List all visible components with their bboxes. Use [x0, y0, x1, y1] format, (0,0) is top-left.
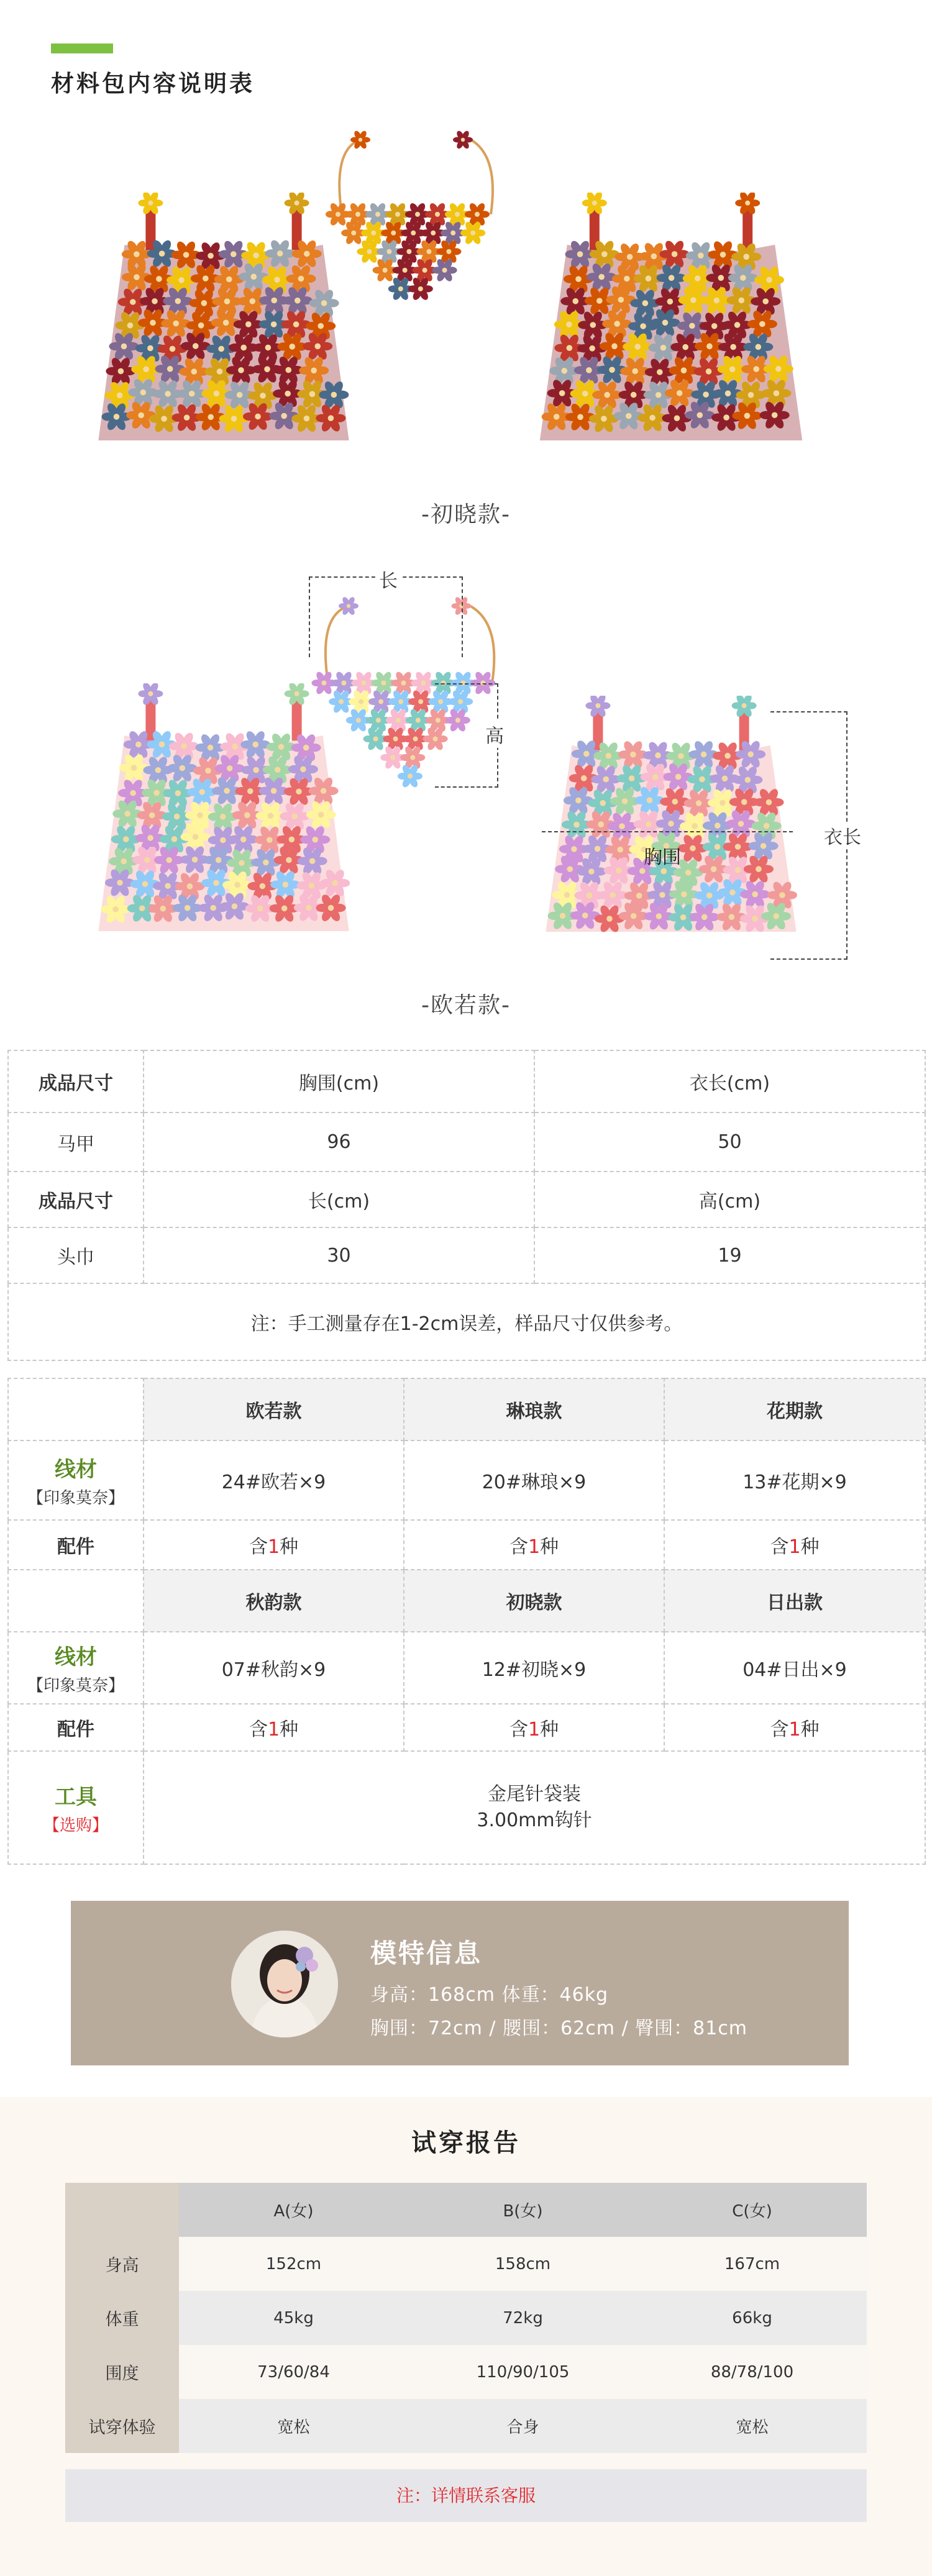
style-name: 花期款	[664, 1378, 925, 1440]
dimension-tick	[462, 576, 463, 657]
table-cell: 50	[534, 1113, 925, 1172]
table-cell: 长(cm)	[144, 1172, 534, 1227]
dimension-tick	[770, 711, 847, 712]
accessory-prefix: 含	[509, 1719, 528, 1741]
report-cell: 152cm	[179, 2237, 408, 2291]
style-name: 秋韵款	[144, 1570, 404, 1632]
accessory-cell	[144, 1704, 404, 1751]
flower-illustration	[541, 696, 802, 944]
accessory-label: 配件	[8, 1704, 144, 1751]
yarn-label-cell	[8, 1440, 144, 1520]
accessory-cell	[404, 1520, 664, 1570]
dimension-tick	[435, 786, 498, 788]
accessory-prefix: 含	[249, 1719, 268, 1741]
product-gallery	[0, 99, 932, 1019]
report-row-label: 围度	[65, 2345, 179, 2399]
table-cell: 衣长(cm)	[534, 1050, 925, 1113]
headscarf-image	[323, 130, 509, 317]
model-avatar	[231, 1931, 338, 2037]
accessory-count: 1	[528, 1536, 541, 1558]
report-cell: 合身	[408, 2399, 637, 2453]
accessory-prefix: 含	[509, 1536, 528, 1558]
report-cell: 88/78/100	[637, 2345, 867, 2399]
table-cell: 30	[144, 1227, 534, 1283]
style-caption: -初晓款-	[421, 502, 511, 527]
model-info-title: 模特信息	[370, 1938, 483, 1968]
accent-bar	[51, 43, 113, 53]
size-table	[7, 1050, 926, 1361]
accessory-suffix: 种	[800, 1719, 820, 1741]
dimension-tick	[309, 576, 310, 657]
table-row-header: 成品尺寸	[8, 1172, 144, 1227]
accessory-count: 1	[788, 1536, 801, 1558]
dimension-tick	[435, 683, 498, 685]
report-footer-note: 注：详情联系客服	[65, 2469, 867, 2522]
yarn-cell: 24#欧若×9	[144, 1440, 404, 1520]
table-cell: 96	[144, 1113, 534, 1172]
report-cell: 167cm	[637, 2237, 867, 2291]
report-cell: 110/90/105	[408, 2345, 637, 2399]
report-table	[65, 2183, 867, 2453]
length-label: 长	[375, 565, 401, 593]
height-label: 高	[482, 721, 508, 748]
headscarf-image	[308, 596, 513, 789]
tool-item: 3.00mm钩针	[477, 1809, 592, 1831]
report-row-label: 试穿体验	[65, 2399, 179, 2453]
page-header	[51, 43, 255, 98]
accessory-cell	[144, 1520, 404, 1570]
table-cell: 19	[534, 1227, 925, 1283]
model-height-weight: 身高：168cm 体重：46kg	[370, 1984, 609, 2006]
report-column-header: A(女)	[179, 2183, 408, 2237]
accessory-count: 1	[267, 1719, 280, 1741]
report-cell: 66kg	[637, 2291, 867, 2345]
accessory-cell	[404, 1704, 664, 1751]
chest-dimension-line	[542, 831, 793, 832]
accessory-suffix: 种	[800, 1536, 820, 1558]
page-title: 材料包内容说明表	[51, 70, 255, 97]
vest-front-image	[93, 193, 354, 453]
accessory-label: 配件	[8, 1520, 144, 1570]
report-row-label: 体重	[65, 2291, 179, 2345]
yarn-cell: 12#初晓×9	[404, 1632, 664, 1704]
dimension-tick	[770, 958, 847, 960]
yarn-label-cell	[8, 1632, 144, 1704]
yarn-cell: 04#日出×9	[664, 1632, 925, 1704]
report-cell: 72kg	[408, 2291, 637, 2345]
tool-item: 金尾针袋装	[488, 1783, 581, 1805]
yarn-brand: 【印象莫奈】	[27, 1489, 124, 1508]
material-table	[7, 1378, 926, 1865]
accessory-prefix: 含	[249, 1536, 268, 1558]
table-cell: 马甲	[8, 1113, 144, 1172]
tools-label: 工具	[55, 1785, 97, 1809]
empty-cell	[8, 1378, 144, 1440]
style-caption: -欧若款-	[421, 993, 511, 1018]
yarn-cell: 13#花期×9	[664, 1440, 925, 1520]
table-cell: 胸围(cm)	[144, 1050, 534, 1113]
empty-cell	[8, 1570, 144, 1632]
vest-measure-image	[541, 696, 802, 944]
style-name: 日出款	[664, 1570, 925, 1632]
yarn-label: 线材	[55, 1645, 97, 1670]
report-corner	[65, 2183, 179, 2237]
report-title: 试穿报告	[411, 2129, 521, 2157]
accessory-suffix: 种	[280, 1719, 299, 1741]
accessory-count: 1	[528, 1719, 541, 1741]
report-column-header: C(女)	[637, 2183, 867, 2237]
accessory-cell	[664, 1704, 925, 1751]
chest-label: 胸围	[644, 847, 681, 868]
style-name: 琳琅款	[404, 1378, 664, 1440]
table-cell: 高(cm)	[534, 1172, 925, 1227]
tools-optional: 【选购】	[43, 1816, 108, 1835]
tools-cell	[144, 1751, 925, 1864]
body-length-label: 衣长	[820, 822, 865, 849]
table-row-header: 成品尺寸	[8, 1050, 144, 1113]
yarn-cell: 07#秋韵×9	[144, 1632, 404, 1704]
accessory-suffix: 种	[540, 1719, 559, 1741]
report-cell: 73/60/84	[179, 2345, 408, 2399]
yarn-label: 线材	[55, 1457, 97, 1482]
style-name: 欧若款	[144, 1378, 404, 1440]
report-cell: 宽松	[637, 2399, 867, 2453]
report-column-header: B(女)	[408, 2183, 637, 2237]
vest-back-image	[534, 193, 808, 453]
report-row-label: 身高	[65, 2237, 179, 2291]
model-measurements: 胸围：72cm / 腰围：62cm / 臀围：81cm	[370, 2018, 748, 2039]
accessory-count: 1	[267, 1536, 280, 1558]
flower-illustration	[534, 193, 808, 453]
model-info-card	[71, 1901, 849, 2065]
accessory-count: 1	[788, 1719, 801, 1741]
accessory-cell	[664, 1520, 925, 1570]
flower-illustration	[308, 596, 513, 789]
yarn-cell: 20#琳琅×9	[404, 1440, 664, 1520]
flower-illustration	[93, 193, 354, 453]
flower-illustration	[323, 130, 509, 317]
accessory-suffix: 种	[280, 1536, 299, 1558]
style-name: 初晓款	[404, 1570, 664, 1632]
report-cell: 宽松	[179, 2399, 408, 2453]
accessory-suffix: 种	[540, 1536, 559, 1558]
yarn-brand: 【印象莫奈】	[27, 1677, 124, 1695]
measurement-note: 注：手工测量存在1-2cm误差，样品尺寸仅供参考。	[8, 1283, 925, 1360]
table-cell: 头巾	[8, 1227, 144, 1283]
accessory-prefix: 含	[770, 1719, 789, 1741]
tools-label-cell	[8, 1751, 144, 1864]
report-cell: 158cm	[408, 2237, 637, 2291]
accessory-prefix: 含	[770, 1536, 789, 1558]
report-cell: 45kg	[179, 2291, 408, 2345]
